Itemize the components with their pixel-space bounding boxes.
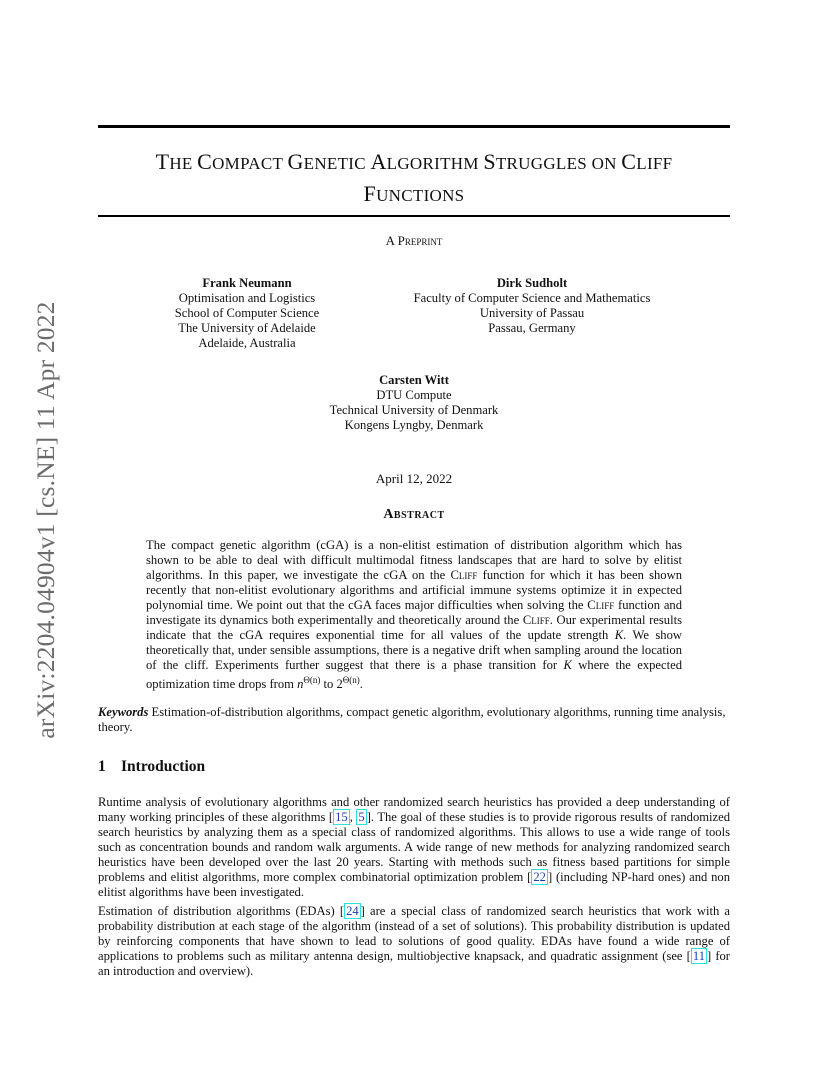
cliff-term: Cliff	[450, 568, 478, 582]
author-affiliation: Passau, Germany	[488, 321, 576, 335]
section-title: Introduction	[121, 758, 206, 775]
author-affiliation: School of Computer Science	[174, 306, 320, 320]
intro-paragraph-2: Estimation of distribution algorithms (EDAs) [ 24 ] are a special class of randomized search heuristics that work with a probability distribution at each stage of the algorithm (instead of a set of solutions). This probability distribution is updated by reinforcing components that have shown to lead to solutions of good quality. EDAs have found a wide range of applications to problems such as military antenna design, multiobjective knapsack, and quadratic assignment (see [ 11 ] for an introduction and overview).	[98, 904, 731, 978]
author-name: Frank Neumann	[202, 276, 292, 290]
citation-link[interactable]: 11	[692, 949, 705, 963]
author-block-witt	[264, 373, 564, 433]
section-number: 1	[98, 758, 106, 775]
cliff-term: Cliff	[587, 598, 615, 612]
author-affiliation: University of Passau	[479, 306, 585, 320]
author-affiliation: Optimisation and Logistics	[178, 291, 316, 305]
author-affiliation: DTU Compute	[376, 388, 452, 402]
title-top-rule	[98, 125, 730, 128]
author-name: Dirk Sudholt	[496, 276, 568, 290]
intro-paragraph-1: Runtime analysis of evolutionary algorithms and other randomized search heuristics has provided a deep understanding of many working principles of these algorithms [ 15 , 5 ]. The goal of these studies is to provide rigorous results of randomized search heuristics by analyzing them as a special class of randomized algorithms. This allows to use a wide range of tools such as concentration bounds and random walk arguments. A wide range of new methods for analyzing randomized search heuristics have been developed over the last 20 years. Starting with methods such as fitness based partitions for simple problems and elitist algorithms, more complex combinatorial optimization problem [ 22 ] (including NP-hard ones) and non elitist algorithms have been investigated.	[98, 795, 731, 899]
keywords	[98, 705, 730, 735]
author-affiliation: Adelaide, Australia	[198, 336, 296, 350]
citation-link[interactable]: 5	[358, 810, 365, 824]
title-line-1: THE COMPACT GENETIC ALGORITHM STRUGGLES ON CLIFF	[155, 149, 673, 174]
cliff-term: Cliff	[522, 613, 550, 627]
title-line-2: FUNCTIONS	[363, 181, 465, 206]
title-bottom-rule	[98, 215, 730, 217]
author-block-sudholt	[392, 276, 672, 336]
citation-link[interactable]: 24	[346, 904, 359, 918]
keywords-label: Keywords	[98, 705, 149, 719]
citation-link[interactable]: 15	[335, 810, 348, 824]
author-affiliation: Faculty of Computer Science and Mathematics	[413, 291, 651, 305]
paper-date: April 12, 2022	[375, 471, 453, 486]
preprint-label: A Preprint	[385, 233, 443, 248]
abstract-heading: Abstract	[383, 507, 445, 522]
author-affiliation: Kongens Lyngby, Denmark	[344, 418, 484, 432]
paper-title	[98, 147, 730, 211]
abstract-text: The compact genetic algorithm (cGA) is a non-elitist estimation of distribution algorithm which has shown to be able to deal with difficult multimodal fitness landscapes that are hard to solve by elitist algorithms. In this paper, we investigate the cGA on the Cliff function for which it has been shown recently that non-elitist evolutionary algorithms and artificial immune systems optimize it in expected polynomial time. We point out that the cGA faces major difficulties when solving the Cliff function and investigate its dynamics both experimentally and theoretically around the Cliff. Our experimental results indicate that the cGA requires exponential time for all values of the update strength K. We show theoretically that, under sensible assumptions, there is a negative drift when sampling around the location of the cliff. Experiments further suggest that there is a phase transition for K where the expected optimization time drops from $n^{\Theta(n)}$ to $2^{\Theta(n)}$.	[146, 538, 682, 692]
author-affiliation: The University of Adelaide	[178, 321, 316, 335]
author-name: Carsten Witt	[379, 373, 449, 387]
arxiv-sidebar-id: arXiv:2204.04904v1 [cs.NE] 11 Apr 2022	[31, 301, 60, 739]
keywords-text: Estimation-of-distribution algorithms, compact genetic algorithm, evolutionary algorithms, running time analysis, theory.	[98, 705, 726, 734]
author-block-neumann	[147, 276, 347, 351]
author-affiliation: Technical University of Denmark	[329, 403, 499, 417]
section-heading-introduction	[98, 758, 205, 776]
citation-link[interactable]: 22	[533, 870, 546, 884]
